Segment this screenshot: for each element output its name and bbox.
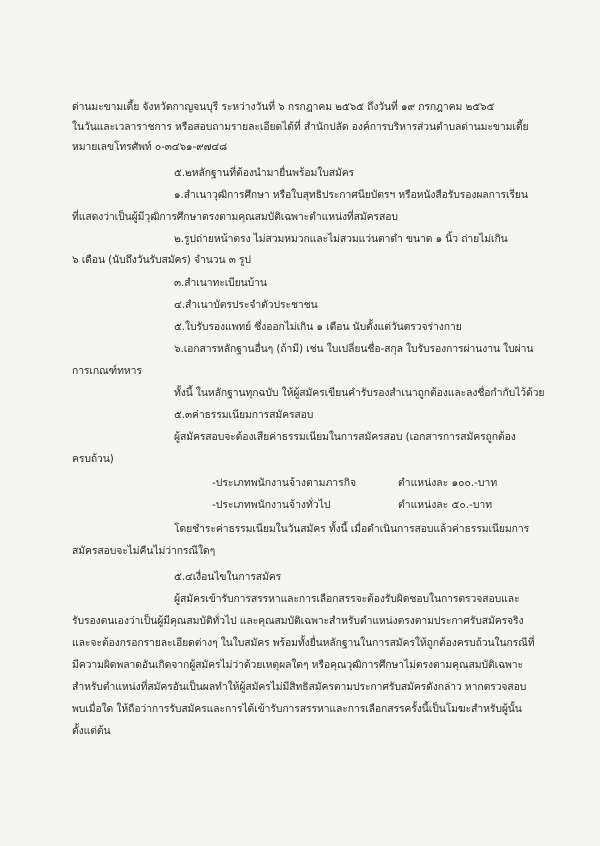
fees-payment-line-2: สมัครสอบจะไม่คืนไม่ว่ากรณีใดๆ [72, 545, 216, 557]
fees-desc-line-1: ผู้สมัครสอบจะต้องเสียค่าธรรมเนียมในการสมัครสอบ (เอกสารการสมัครถูกต้อง [174, 431, 516, 443]
fee-row-name: -ประเภทพนักงานจ้างตามภารกิจ [212, 477, 357, 489]
doc-item-1-line-2: ที่แสดงว่าเป็นผู้มีวุฒิการศึกษาตรงตามคุณสมบัติเฉพาะตำแหน่งที่สมัครสอบ [72, 211, 398, 223]
intro-line-1: ด่านมะขามเตี้ย จังหวัดกาญจนบุรี ระหว่างวันที่ ๖ กรกฎาคม ๒๕๖๕ ถึงวันที่ ๑๙ กรกฎาคม ๒๕๖๕ [72, 101, 495, 113]
doc-item-3: ๓.สำเนาทะเบียนบ้าน [174, 277, 267, 289]
fee-row-amount: ตำแหน่งละ ๑๐๐.-บาท [398, 477, 498, 489]
conditions-line: รับรองตนเองว่าเป็นผู้มีคุณสมบัติทั่วไป และคุณสมบัติเฉพาะสำหรับตำแหน่งตรงตามประกาศรับสมัครจริง [72, 615, 524, 627]
fee-row-amount: ตำแหน่งละ ๕๐.-บาท [398, 499, 493, 511]
doc-item-5: ๕.ใบรับรองแพทย์ ซึ่งออกไม่เกิน ๑ เดือน นับตั้งแต่วันตรวจร่างกาย [174, 321, 462, 333]
doc-item-1-line-1: ๑.สำเนาวุฒิการศึกษา หรือใบสุทธิประกาศนียบัตรฯ หรือหนังสือรับรองผลการเรียน [174, 189, 528, 201]
fees-desc-line-2: ครบถ้วน) [72, 453, 114, 465]
doc-item-2-line-2: ๖ เดือน (นับถึงวันรับสมัคร) จำนวน ๓ รูป [72, 254, 251, 266]
doc-item-6-line-2: การเกณฑ์ทหาร [72, 365, 142, 377]
fees-heading: ๕.๓ค่าธรรมเนียมการสมัครสอบ [174, 409, 314, 421]
conditions-line: ตั้งแต่ต้น [72, 725, 111, 737]
conditions-line: ผู้สมัครเข้ารับการสรรหาและการเลือกสรรจะต้องรับผิดชอบในการตรวจสอบและ [174, 593, 520, 605]
fees-payment-line-1: โดยชำระค่าธรรมเนียมในวันสมัคร ทั้งนี้ เมื่อดำเนินการสอบแล้วค่าธรรมเนียมการ [174, 523, 530, 535]
intro-line-3: หมายเลขโทรศัพท์ ๐-๓๔๖๑-๙๗๔๘ [72, 141, 228, 153]
conditions-line: และจะต้องกรอกรายละเอียดต่างๆ ในใบสมัคร พร้อมทั้งยื่นหลักฐานในการสมัครให้ถูกต้องครบถ้วนในกรณีที่ [72, 637, 535, 649]
fee-row-name: -ประเภทพนักงานจ้างทั่วไป [212, 499, 331, 511]
conditions-line: พบเมื่อใด ให้ถือว่าการรับสมัครและการได้เข้ารับการสรรหาและการเลือกสรรครั้งนี้เป็นโมฆะสำหรับผู้นั้น [72, 703, 522, 715]
conditions-line: มีความผิดพลาดอันเกิดจากผู้สมัครไม่ว่าด้วยเหตุผลใดๆ หรือคุณวุฒิการศึกษาไม่ตรงตามคุณสมบัติเฉพาะ [72, 659, 524, 671]
doc-item-2-line-1: ๒.รูปถ่ายหน้าตรง ไม่สวมหมวกและไม่สวมแว่นตาดำ ขนาด ๑ นิ้ว ถ่ายไม่เกิน [174, 233, 508, 245]
intro-line-2: ในวันและเวลาราชการ หรือสอบถามรายละเอียดได้ที่ สำนักปลัด องค์การบริหารส่วนตำบลด่านมะขามเตี้ย [72, 121, 529, 133]
documents-heading: ๕.๒หลักฐานที่ต้องนำมายื่นพร้อมใบสมัคร [174, 167, 355, 179]
documents-note: ทั้งนี้ ในหลักฐานทุกฉบับ ให้ผู้สมัครเขียนคำรับรองสำเนาถูกต้องและลงชื่อกำกับไว้ด้วย [174, 387, 545, 399]
doc-item-6-line-1: ๖.เอกสารหลักฐานอื่นๆ (ถ้ามี) เช่น ใบเปลี่ยนชื่อ-สกุล ใบรับรองการผ่านงาน ใบผ่าน [174, 343, 534, 355]
conditions-heading: ๕.๔เงื่อนไขในการสมัคร [174, 571, 282, 583]
doc-item-4: ๔.สำเนาบัตรประจำตัวประชาชน [174, 299, 318, 311]
conditions-line: สำหรับตำแหน่งที่สมัครอันเป็นผลทำให้ผู้สมัครไม่มีสิทธิสมัครตามประกาศรับสมัครดังกล่าว หากตรวจสอบ [72, 681, 527, 693]
